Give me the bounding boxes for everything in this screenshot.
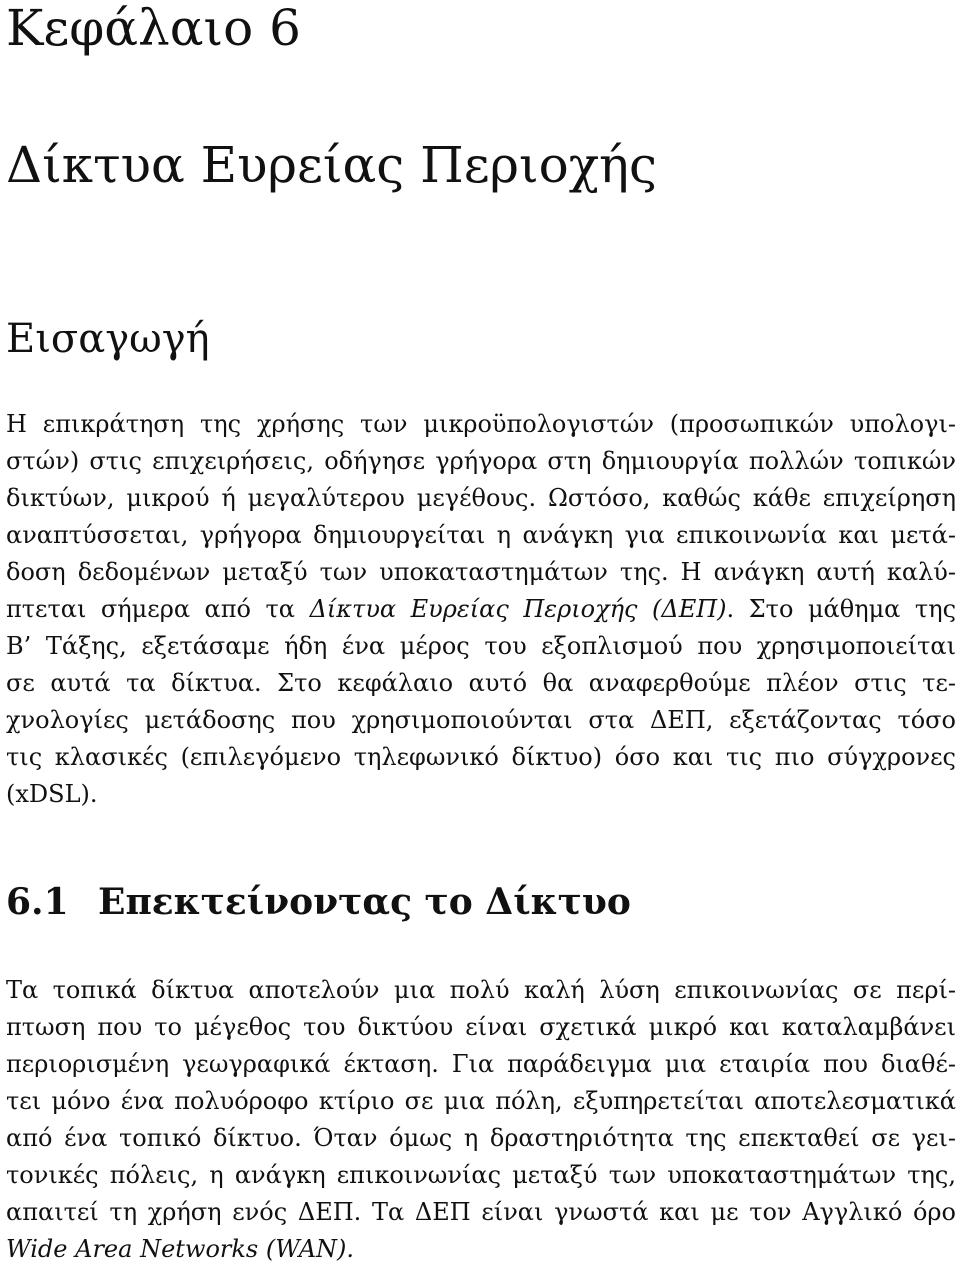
section-title: Επεκτείνοντας το Δίκτυο	[98, 881, 631, 923]
wan-term-greek: Δίκτυα Ευρείας Περιοχής (ΔΕΠ)	[309, 595, 727, 623]
section-line-4: τει μόνο ένα πολυόροφο κτίριο σε μια πόλη, εξυπηρετείται αποτελεσματικά	[6, 1087, 956, 1115]
section-number: 6.1	[6, 881, 69, 923]
wan-term-english: Wide Area Networks (WAN).	[6, 1235, 355, 1263]
section-line-8	[6, 1231, 956, 1268]
section-line-5: από ένα τοπικό δίκτυο. Όταν όμως η δραστηριότητα της επεκταθεί σε γει-	[6, 1124, 956, 1152]
intro-paragraph	[6, 406, 956, 813]
chapter-title: Δίκτυα Ευρείας Περιοχής	[6, 136, 658, 194]
intro-line-6-start: πτεται σήμερα από τα	[6, 595, 310, 623]
intro-line-9: χνολογίες μετάδοσης που χρησιμοποιούνται στα ΔΕΠ, εξετάζοντας τόσο	[6, 706, 956, 734]
chapter-label: Κεφάλαιο 6	[6, 0, 301, 57]
section-line-1: Τα τοπικά δίκτυα αποτελούν μια πολύ καλή λύση επικοινωνίας σε περί-	[6, 976, 956, 1004]
intro-line-1: Η επικράτηση της χρήσης των μικροϋπολογιστών (προσωπικών υπολογι-	[6, 410, 956, 438]
intro-line-3: δικτύων, μικρού ή μεγαλύτερου μεγέθους. Ωστόσο, καθώς κάθε επιχείρηση	[6, 484, 956, 512]
intro-line-6-end: . Στο μάθημα της	[726, 595, 956, 623]
intro-heading: Εισαγωγή	[6, 316, 210, 362]
intro-line-7: Β’ Τάξης, εξετάσαμε ήδη ένα μέρος του εξοπλισμού που χρησιμοποιείται	[6, 632, 956, 660]
section-line-3: περιορισμένη γεωγραφικά έκταση. Για παράδειγμα μια εταιρία που διαθέ-	[6, 1050, 956, 1078]
section-6-1-heading	[6, 878, 631, 926]
section-line-6: τονικές πόλεις, η ανάγκη επικοινωνίας μεταξύ των υποκαταστημάτων της,	[6, 1161, 956, 1189]
intro-line-6	[6, 591, 956, 628]
intro-line-10: τις κλασικές (επιλεγόμενο τηλεφωνικό δίκτυο) όσο και τις πιο σύγχρονες	[6, 743, 956, 771]
section-line-2: πτωση που το μέγεθος του δικτύου είναι σχετικά μικρό και καταλαμβάνει	[6, 1013, 956, 1041]
intro-line-11: (xDSL).	[6, 780, 98, 808]
intro-line-2: στών) στις επιχειρήσεις, οδήγησε γρήγορα στη δημιουργία πολλών τοπικών	[6, 447, 956, 475]
section-6-1-paragraph	[6, 972, 956, 1268]
intro-line-8: σε αυτά τα δίκτυα. Στο κεφάλαιο αυτό θα αναφερθούμε πλέον στις τε-	[6, 669, 956, 697]
intro-line-5: δοση δεδομένων μεταξύ των υποκαταστημάτων της. Η ανάγκη αυτή καλύ-	[6, 558, 956, 586]
intro-line-4: αναπτύσσεται, γρήγορα δημιουργείται η ανάγκη για επικοινωνία και μετά-	[6, 521, 956, 549]
section-line-7: απαιτεί τη χρήση ενός ΔΕΠ. Τα ΔΕΠ είναι γνωστά και με τον Αγγλικό όρο	[6, 1198, 956, 1226]
